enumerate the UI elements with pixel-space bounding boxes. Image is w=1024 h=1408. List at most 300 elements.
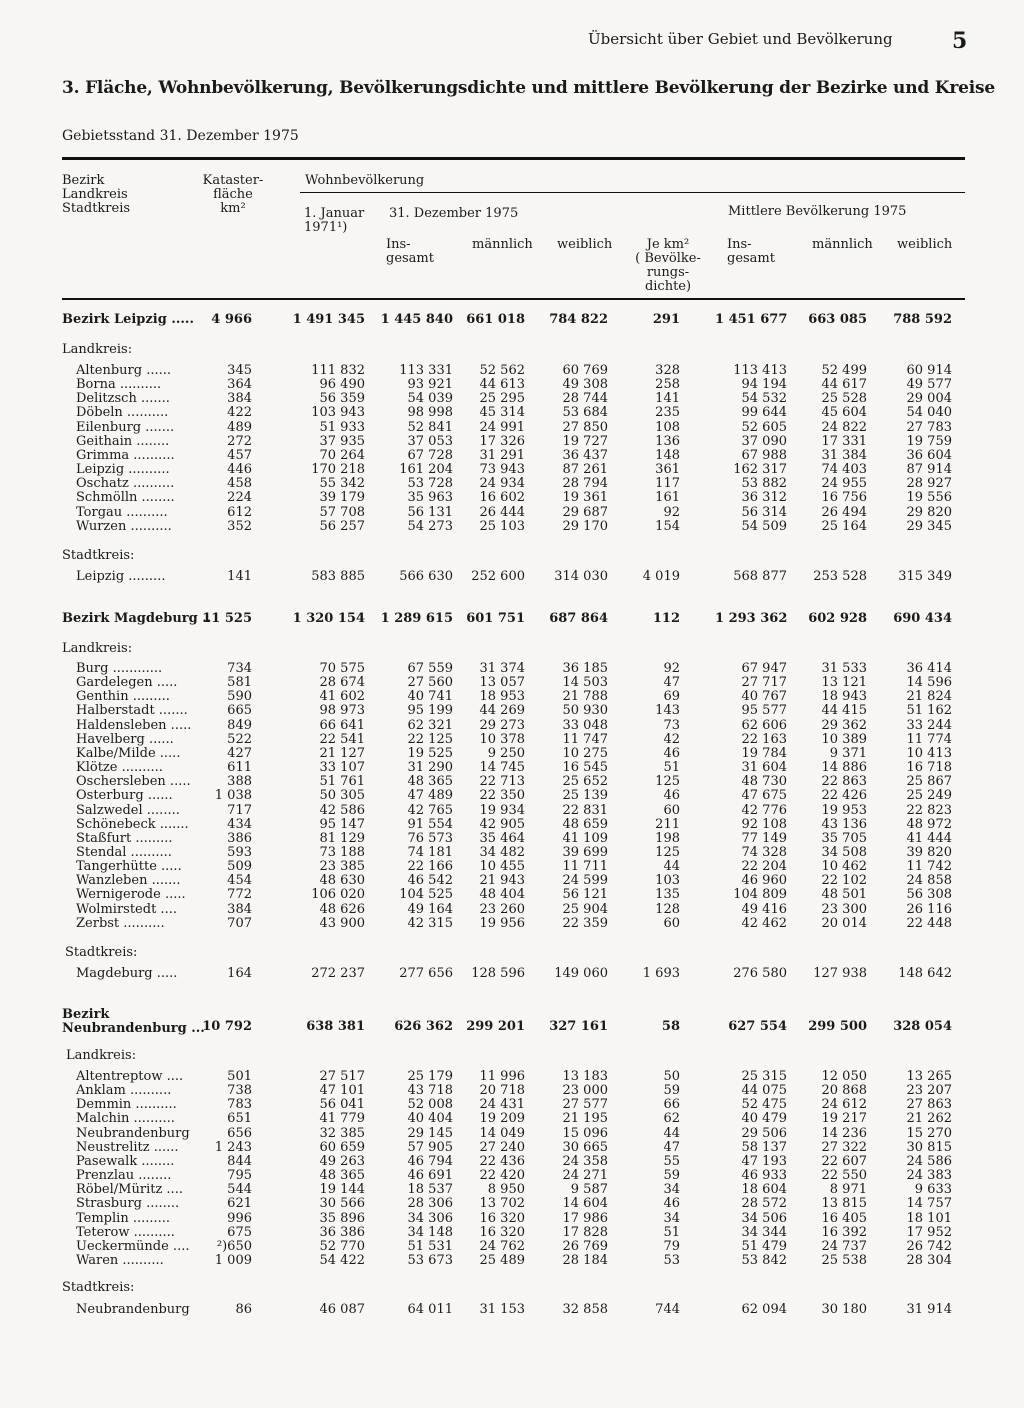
row-label: Altenburg ...... xyxy=(76,363,171,378)
cell-value: 60 659 xyxy=(319,1140,365,1155)
cell-value: 52 008 xyxy=(407,1097,453,1112)
row-label: Ueckermünde .... xyxy=(76,1239,190,1254)
cell-value: 1 293 362 xyxy=(715,611,788,626)
cell-value: 16 392 xyxy=(821,1225,867,1240)
cell-value: 56 131 xyxy=(407,505,453,520)
cell-value: 299 500 xyxy=(808,1019,867,1034)
cell-value: 198 xyxy=(655,831,680,846)
cell-value: 125 xyxy=(655,774,680,789)
row-label: Röbel/Müritz .... xyxy=(76,1182,183,1197)
cell-value: 19 934 xyxy=(479,803,525,818)
table-row xyxy=(0,761,1024,775)
cell-value: 41 109 xyxy=(562,831,608,846)
cell-value: 34 482 xyxy=(479,845,525,860)
row-label: Haldensleben ..... xyxy=(76,718,192,733)
header-insgesamt xyxy=(386,238,434,266)
cell-value: 29 170 xyxy=(562,519,608,534)
cell-value: 22 204 xyxy=(741,859,787,874)
cell-value: 95 577 xyxy=(741,703,787,718)
cell-value: 15 096 xyxy=(562,1126,608,1141)
cell-value: 19 727 xyxy=(562,434,608,449)
cell-value: 32 858 xyxy=(562,1302,608,1317)
cell-value: 34 508 xyxy=(821,845,867,860)
cell-value: 70 264 xyxy=(319,448,365,463)
table-row xyxy=(0,804,1024,818)
cell-value: 22 359 xyxy=(562,916,608,931)
cell-value: 327 161 xyxy=(549,1019,608,1034)
cell-value: 113 413 xyxy=(733,363,787,378)
cell-value: 37 053 xyxy=(407,434,453,449)
cell-value: 47 193 xyxy=(741,1154,787,1169)
row-label: Neustrelitz ...... xyxy=(76,1140,179,1155)
cell-value: 25 528 xyxy=(821,391,867,406)
cell-value: 54 532 xyxy=(741,391,787,406)
row-label: Staßfurt ......... xyxy=(76,831,173,846)
table-row xyxy=(0,1212,1024,1226)
table-row xyxy=(0,1098,1024,1112)
cell-value: 52 475 xyxy=(741,1097,787,1112)
cell-value: 46 691 xyxy=(407,1168,453,1183)
cell-value: 117 xyxy=(655,476,680,491)
cell-value: 24 612 xyxy=(821,1097,867,1112)
row-label: Wurzen .......... xyxy=(76,519,172,534)
row-label: Osterburg ...... xyxy=(76,788,173,803)
cell-value: 57 708 xyxy=(319,505,365,520)
table-row xyxy=(0,449,1024,463)
header-ins2-line2: gesamt xyxy=(727,251,775,266)
cell-value: 18 537 xyxy=(407,1182,453,1197)
row-label: Neubrandenburg xyxy=(76,1126,190,1141)
cell-value: 52 499 xyxy=(821,363,867,378)
cell-value: 48 501 xyxy=(821,887,867,902)
cell-value: 24 991 xyxy=(479,420,525,435)
cell-value: 25 179 xyxy=(407,1069,453,1084)
table-row xyxy=(0,874,1024,888)
cell-value: 19 217 xyxy=(821,1111,867,1126)
table-row xyxy=(0,1084,1024,1098)
cell-value: 9 587 xyxy=(570,1182,608,1197)
row-label: Neubrandenburg xyxy=(76,1302,190,1317)
stadtkreis-row xyxy=(0,1303,1024,1317)
cell-value: 566 630 xyxy=(399,569,453,584)
cell-value: 28 744 xyxy=(562,391,608,406)
cell-value: 24 955 xyxy=(821,476,867,491)
cell-value: 108 xyxy=(655,420,680,435)
cell-value: 74 328 xyxy=(741,845,787,860)
cell-value: 454 xyxy=(227,873,252,888)
cell-value: 161 204 xyxy=(399,462,453,477)
cell-value: 73 xyxy=(663,718,680,733)
cell-value: 788 592 xyxy=(893,312,952,327)
cell-value: 154 xyxy=(655,519,680,534)
cell-value: 11 742 xyxy=(906,859,952,874)
cell-value: 25 139 xyxy=(562,788,608,803)
cell-value: 46 933 xyxy=(741,1168,787,1183)
page-number: 5 xyxy=(952,28,968,54)
cell-value: 39 699 xyxy=(562,845,608,860)
cell-value: 69 xyxy=(663,689,680,704)
cell-value: 42 765 xyxy=(407,803,453,818)
cell-value: 128 596 xyxy=(471,966,525,981)
cell-value: 74 403 xyxy=(821,462,867,477)
header-dichte-line3: rungs- xyxy=(646,265,690,280)
cell-value: 35 464 xyxy=(479,831,525,846)
cell-value: 141 xyxy=(227,569,252,584)
neubrandenburg-word: Neubrandenburg ... xyxy=(62,1021,205,1036)
cell-value: 46 xyxy=(663,1196,680,1211)
cell-value: 22 550 xyxy=(821,1168,867,1183)
row-label: Demmin .......... xyxy=(76,1097,177,1112)
cell-value: 48 404 xyxy=(479,887,525,902)
cell-value: 49 577 xyxy=(906,377,952,392)
cell-value: 16 320 xyxy=(479,1211,525,1226)
cell-value: 54 039 xyxy=(407,391,453,406)
cell-value: 36 185 xyxy=(562,661,608,676)
cell-value: ²)650 xyxy=(216,1239,252,1254)
cell-value: 784 822 xyxy=(549,312,608,327)
cell-value: 86 xyxy=(235,1302,252,1317)
landkreis-label: Landkreis: xyxy=(62,342,133,357)
cell-value: 458 xyxy=(227,476,252,491)
cell-value: 9 633 xyxy=(914,1182,952,1197)
header-landkreis: Landkreis xyxy=(62,187,128,202)
cell-value: 54 273 xyxy=(407,519,453,534)
cell-value: 345 xyxy=(227,363,252,378)
row-label: Strasburg ........ xyxy=(76,1196,180,1211)
stadtkreis-label: Stadtkreis: xyxy=(62,1280,135,1295)
row-label: Salzwedel ........ xyxy=(76,803,180,818)
cell-value: 22 713 xyxy=(479,774,525,789)
cell-value: 22 863 xyxy=(821,774,867,789)
cell-value: 24 383 xyxy=(906,1168,952,1183)
cell-value: 224 xyxy=(227,490,252,505)
cell-value: 17 326 xyxy=(479,434,525,449)
cell-value: 8 950 xyxy=(487,1182,525,1197)
header-insgesamt-mittel xyxy=(727,238,775,266)
cell-value: 18 604 xyxy=(741,1182,787,1197)
cell-value: 50 930 xyxy=(562,703,608,718)
cell-value: 24 358 xyxy=(562,1154,608,1169)
cell-value: 21 195 xyxy=(562,1111,608,1126)
row-label: Zerbst .......... xyxy=(76,916,165,931)
cell-value: 16 718 xyxy=(906,760,952,775)
cell-value: 1 451 677 xyxy=(715,312,788,327)
cell-value: 24 934 xyxy=(479,476,525,491)
cell-value: 39 820 xyxy=(906,845,952,860)
header-ins-line2: gesamt xyxy=(386,251,434,266)
cell-value: 87 914 xyxy=(906,462,952,477)
cell-value: 27 850 xyxy=(562,420,608,435)
cell-value: 27 863 xyxy=(906,1097,952,1112)
cell-value: 45 314 xyxy=(479,405,525,420)
cell-value: 663 085 xyxy=(808,312,867,327)
cell-value: 60 769 xyxy=(562,363,608,378)
cell-value: 22 831 xyxy=(562,803,608,818)
cell-value: 384 xyxy=(227,391,252,406)
cell-value: 1 320 154 xyxy=(292,611,365,626)
cell-value: 434 xyxy=(227,817,252,832)
cell-value: 47 675 xyxy=(741,788,787,803)
cell-value: 583 885 xyxy=(311,569,365,584)
cell-value: 568 877 xyxy=(733,569,787,584)
cell-value: 91 554 xyxy=(407,817,453,832)
cell-value: 22 420 xyxy=(479,1168,525,1183)
cell-value: 94 194 xyxy=(741,377,787,392)
cell-value: 58 xyxy=(661,1019,680,1034)
cell-value: 22 426 xyxy=(821,788,867,803)
cell-value: 16 602 xyxy=(479,490,525,505)
table-row xyxy=(0,1226,1024,1240)
cell-value: 77 149 xyxy=(741,831,787,846)
cell-value: 56 041 xyxy=(319,1097,365,1112)
cell-value: 40 404 xyxy=(407,1111,453,1126)
cell-value: 53 xyxy=(663,1253,680,1268)
cell-value: 1 289 615 xyxy=(380,611,453,626)
bezirk-total-row xyxy=(0,313,1024,327)
cell-value: 170 218 xyxy=(311,462,365,477)
row-label: Wernigerode ..... xyxy=(76,887,186,902)
cell-value: 19 784 xyxy=(741,746,787,761)
cell-value: 31 153 xyxy=(479,1302,525,1317)
cell-value: 31 290 xyxy=(407,760,453,775)
row-label: Bezirk Magdeburg .. xyxy=(62,611,212,626)
cell-value: 717 xyxy=(227,803,252,818)
cell-value: 8 971 xyxy=(829,1182,867,1197)
cell-value: 95 147 xyxy=(319,817,365,832)
cell-value: 42 462 xyxy=(741,916,787,931)
cell-value: 11 747 xyxy=(562,732,608,747)
row-label: Wolmirstedt .... xyxy=(76,902,177,917)
header-stadtkreis: Stadtkreis xyxy=(62,201,131,216)
cell-value: 14 236 xyxy=(821,1126,867,1141)
cell-value: 98 973 xyxy=(319,703,365,718)
table-row xyxy=(0,676,1024,690)
cell-value: 14 745 xyxy=(479,760,525,775)
cell-value: 42 xyxy=(663,732,680,747)
cell-value: 16 405 xyxy=(821,1211,867,1226)
cell-value: 128 xyxy=(655,902,680,917)
cell-value: 50 305 xyxy=(319,788,365,803)
bezirk-total-row xyxy=(0,612,1024,626)
cell-value: 34 xyxy=(663,1211,680,1226)
table-row xyxy=(0,378,1024,392)
header-ins2-line1: Ins- xyxy=(727,237,752,252)
cell-value: 58 137 xyxy=(741,1140,787,1155)
cell-value: 996 xyxy=(227,1211,252,1226)
row-label: Leipzig ......... xyxy=(76,569,166,584)
cell-value: 14 503 xyxy=(562,675,608,690)
header-maennlich: männlich xyxy=(472,237,533,252)
cell-value: 111 832 xyxy=(311,363,365,378)
table-row xyxy=(0,775,1024,789)
cell-value: 22 448 xyxy=(906,916,952,931)
row-label: Templin ......... xyxy=(76,1211,171,1226)
cell-value: 161 xyxy=(655,490,680,505)
row-label: Oschersleben ..... xyxy=(76,774,191,789)
cell-value: 47 xyxy=(663,675,680,690)
cell-value: 37 090 xyxy=(741,434,787,449)
cell-value: 104 525 xyxy=(399,887,453,902)
cell-value: 136 xyxy=(655,434,680,449)
cell-value: 24 737 xyxy=(821,1239,867,1254)
top-rule xyxy=(62,157,965,160)
cell-value: 42 315 xyxy=(407,916,453,931)
cell-value: 291 xyxy=(652,312,680,327)
cell-value: 18 953 xyxy=(479,689,525,704)
cell-value: 23 300 xyxy=(821,902,867,917)
cell-value: 427 xyxy=(227,746,252,761)
cell-value: 62 xyxy=(663,1111,680,1126)
cell-value: 28 674 xyxy=(319,675,365,690)
cell-value: 388 xyxy=(227,774,252,789)
cell-value: 41 779 xyxy=(319,1111,365,1126)
cell-value: 44 617 xyxy=(821,377,867,392)
landkreis-label: Landkreis: xyxy=(66,1048,137,1063)
cell-value: 277 656 xyxy=(399,966,453,981)
cell-value: 127 938 xyxy=(813,966,867,981)
cell-value: 41 444 xyxy=(906,831,952,846)
row-label: Wanzleben ....... xyxy=(76,873,181,888)
cell-value: 25 249 xyxy=(906,788,952,803)
row-label: Döbeln .......... xyxy=(76,405,169,420)
header-col-region xyxy=(62,174,130,216)
cell-value: 22 823 xyxy=(906,803,952,818)
cell-value: 314 030 xyxy=(554,569,608,584)
table-row xyxy=(0,1127,1024,1141)
table-row xyxy=(0,421,1024,435)
cell-value: 11 774 xyxy=(906,732,952,747)
cell-value: 34 xyxy=(663,1182,680,1197)
cell-value: 30 815 xyxy=(906,1140,952,1155)
row-label: Altentreptow .... xyxy=(76,1069,184,1084)
table-row xyxy=(0,789,1024,803)
cell-value: 656 xyxy=(227,1126,252,1141)
cell-value: 162 317 xyxy=(733,462,787,477)
cell-value: 14 596 xyxy=(906,675,952,690)
header-km2: km² xyxy=(220,201,246,216)
cell-value: 361 xyxy=(655,462,680,477)
cell-value: 29 820 xyxy=(906,505,952,520)
cell-value: 24 858 xyxy=(906,873,952,888)
cell-value: 21 262 xyxy=(906,1111,952,1126)
table-row xyxy=(0,1254,1024,1268)
cell-value: 64 011 xyxy=(407,1302,453,1317)
row-label: Grimma .......... xyxy=(76,448,175,463)
cell-value: 40 479 xyxy=(741,1111,787,1126)
cell-value: 20 718 xyxy=(479,1083,525,1098)
row-label: Magdeburg ..... xyxy=(76,966,178,981)
cell-value: 11 711 xyxy=(562,859,608,874)
header-maennlich-mittel: männlich xyxy=(812,237,873,252)
table-row xyxy=(0,888,1024,902)
cell-value: 621 xyxy=(227,1196,252,1211)
cell-value: 148 xyxy=(655,448,680,463)
row-label: Kalbe/Milde ..... xyxy=(76,746,181,761)
row-label: Tangerhütte ..... xyxy=(76,859,182,874)
cell-value: 10 389 xyxy=(821,732,867,747)
cell-value: 1 491 345 xyxy=(292,312,365,327)
cell-value: 67 559 xyxy=(407,661,453,676)
cell-value: 602 928 xyxy=(808,611,867,626)
cell-value: 47 489 xyxy=(407,788,453,803)
cell-value: 9 250 xyxy=(487,746,525,761)
cell-value: 73 943 xyxy=(479,462,525,477)
row-label: Burg ............ xyxy=(76,661,163,676)
header-bezirk: Bezirk xyxy=(62,173,105,188)
cell-value: 581 xyxy=(227,675,252,690)
row-label: Geithain ........ xyxy=(76,434,170,449)
cell-value: 23 000 xyxy=(562,1083,608,1098)
cell-value: 42 905 xyxy=(479,817,525,832)
cell-value: 328 xyxy=(655,363,680,378)
cell-value: 33 244 xyxy=(906,718,952,733)
cell-value: 62 094 xyxy=(741,1302,787,1317)
cell-value: 211 xyxy=(655,817,680,832)
table-row xyxy=(0,364,1024,378)
table-row xyxy=(0,1070,1024,1084)
cell-value: 25 489 xyxy=(479,1253,525,1268)
cell-value: 67 988 xyxy=(741,448,787,463)
cell-value: 29 273 xyxy=(479,718,525,733)
row-label: Anklam .......... xyxy=(76,1083,172,1098)
cell-value: 24 762 xyxy=(479,1239,525,1254)
cell-value: 47 xyxy=(663,1140,680,1155)
table-title: 3. Fläche, Wohnbevölkerung, Bevölkerungsdichte und mittlere Bevölkerung der Bezirke und Kreise xyxy=(62,78,995,98)
cell-value: 25 103 xyxy=(479,519,525,534)
cell-value: 44 075 xyxy=(741,1083,787,1098)
cell-value: 31 604 xyxy=(741,760,787,775)
cell-value: 364 xyxy=(227,377,252,392)
cell-value: 99 644 xyxy=(741,405,787,420)
cell-value: 46 xyxy=(663,788,680,803)
header-jan-line2: 1971¹) xyxy=(304,220,348,235)
cell-value: 19 144 xyxy=(319,1182,365,1197)
cell-value: 98 998 xyxy=(407,405,453,420)
cell-value: 772 xyxy=(227,887,252,902)
cell-value: 27 240 xyxy=(479,1140,525,1155)
cell-value: 44 xyxy=(663,1126,680,1141)
table-row xyxy=(0,662,1024,676)
cell-value: 46 960 xyxy=(741,873,787,888)
cell-value: 76 573 xyxy=(407,831,453,846)
cell-value: 23 385 xyxy=(319,859,365,874)
cell-value: 70 575 xyxy=(319,661,365,676)
cell-value: 4 019 xyxy=(642,569,680,584)
cell-value: 26 494 xyxy=(821,505,867,520)
table-row xyxy=(0,491,1024,505)
cell-value: 638 381 xyxy=(306,1019,365,1034)
cell-value: 79 xyxy=(663,1239,680,1254)
table-row xyxy=(0,520,1024,534)
cell-value: 42 776 xyxy=(741,803,787,818)
cell-value: 52 770 xyxy=(319,1239,365,1254)
row-label: Schmölln ........ xyxy=(76,490,175,505)
bezirk-total-row xyxy=(0,1020,1024,1034)
cell-value: 22 163 xyxy=(741,732,787,747)
cell-value: 1 243 xyxy=(214,1140,252,1155)
cell-value: 56 314 xyxy=(741,505,787,520)
cell-value: 31 374 xyxy=(479,661,525,676)
cell-value: 25 164 xyxy=(821,519,867,534)
cell-value: 92 108 xyxy=(741,817,787,832)
cell-value: 457 xyxy=(227,448,252,463)
cell-value: 24 271 xyxy=(562,1168,608,1183)
cell-value: 15 270 xyxy=(906,1126,952,1141)
row-label: Genthin ......... xyxy=(76,689,170,704)
cell-value: 544 xyxy=(227,1182,252,1197)
row-label: Delitzsch ....... xyxy=(76,391,170,406)
landkreis-label: Landkreis: xyxy=(62,641,133,656)
